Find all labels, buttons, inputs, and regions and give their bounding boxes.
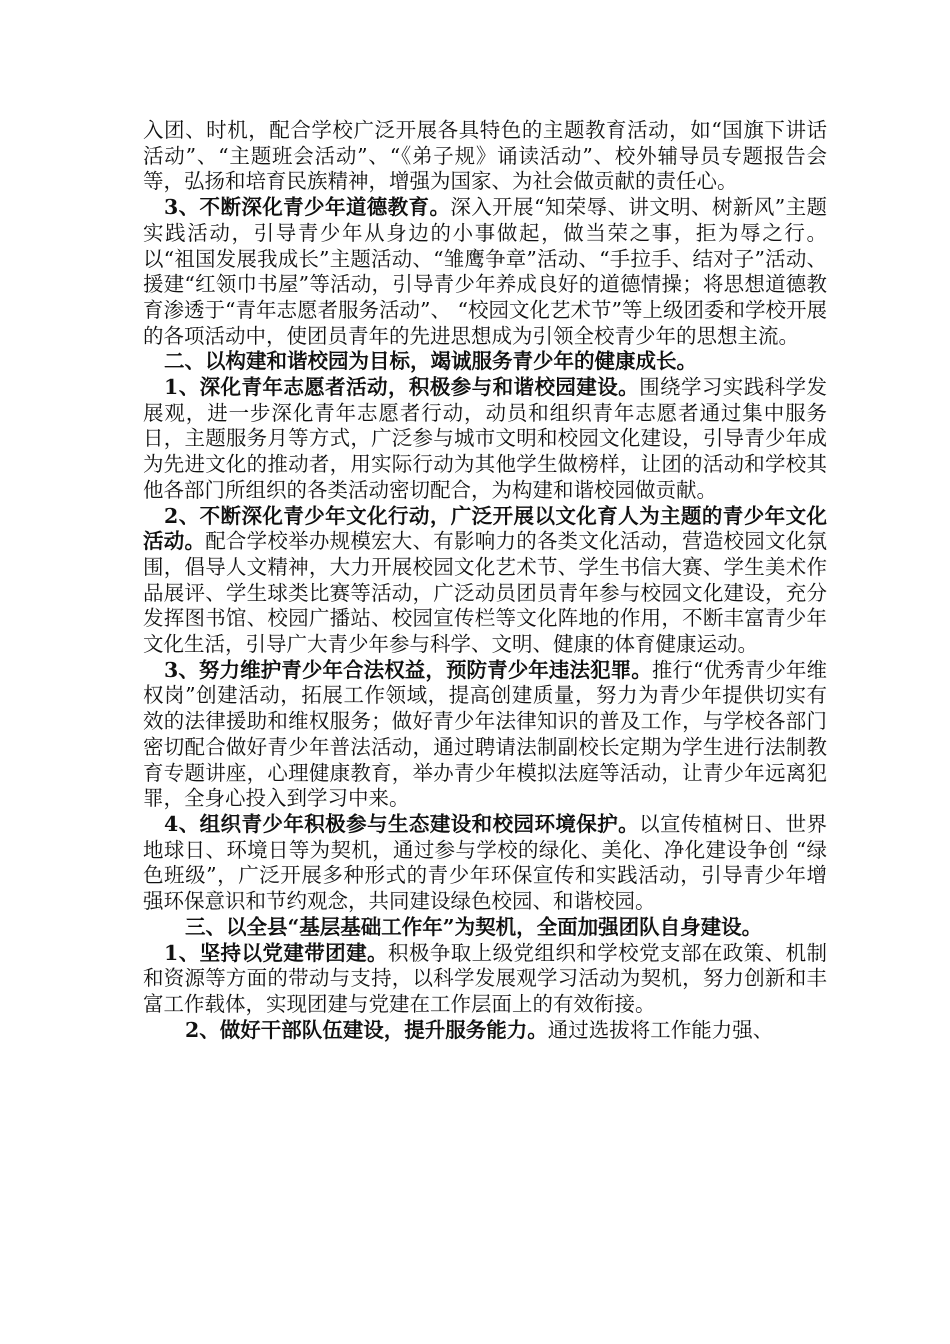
paragraph-lead: 1、坚持以党建带团建。 (164, 940, 388, 965)
paragraph-text: 入团、时机，配合学校广泛开展各具特色的主题教育活动，如“国旗下讲话活动”、“主题班会活动”、“《弟子规》诵读活动”、校外辅导员专题报告会等，弘扬和培育民族精神，增强为国家、为社会做贡献的责任心。 (143, 118, 827, 194)
paragraph-text: 配合学校举办规模宏大、有影响力的各类文化活动，营造校园文化氛围，倡导人文精神，大力开展校园文化艺术节、学生书信大赛、学生美术作品展评、学生球类比赛等活动，广泛动员团员青年参与校园文化建设，充分发挥图书馆、校园广播站、校园宣传栏等文化阵地的作用，不断丰富青少年文化生活，引导广大青少年参与科学、文明、健康的体育健康运动。 (143, 529, 827, 657)
paragraph-environment (143, 812, 827, 915)
paragraph-text: 深入开展“知荣辱、讲文明、树新风”主题实践活动，引导青少年从身边的小事做起，做当荣之事，拒为辱之行。以“祖国发展我成长”主题活动、“雏鹰争章”活动、“手拉手、结对子”活动、援建“红领巾书屋”等活动，引导青少年养成良好的道德情操；将思想道德教育渗透于“青年志愿者服务活动”、 “校园文化艺术节”等上级团委和学校开展的各项活动中，使团员青年的先进思想成为引领全校青少年的思想主流。 (143, 195, 827, 348)
paragraph-volunteer (143, 375, 827, 504)
paragraph-lead: 3、努力维护青少年合法权益，预防青少年违法犯罪。 (164, 657, 652, 682)
paragraph-intro (143, 118, 827, 195)
paragraph-lead: 3、不断深化青少年道德教育。 (164, 195, 451, 220)
document-page (143, 118, 827, 1043)
paragraph-cadre (143, 1018, 827, 1044)
paragraph-lead: 2、做好干部队伍建设，提升服务能力。 (185, 1017, 548, 1042)
paragraph-text: 推行“优秀青少年维权岗”创建活动，拓展工作领域，提高创建质量，努力为青少年提供切实有效的法律援助和维权服务；做好青少年法律知识的普及工作，与学校各部门密切配合做好青少年普法活动，通过聘请法制副校长定期为学生进行法制教育专题讲座，心理健康教育，举办青少年模拟法庭等活动，让青少年远离犯罪，全身心投入到学习中来。 (143, 657, 827, 811)
paragraph-lead: 4、组织青少年积极参与生态建设和校园环境保护。 (164, 811, 640, 836)
section-heading-two: 二、以构建和谐校园为目标，竭诚服务青少年的健康成长。 (164, 349, 697, 374)
paragraph-lead: 2、不断深化青少年文化行动，广泛开展以文化育人为主题的青少年文化活动。 (143, 503, 827, 554)
paragraph-text: 积极争取上级党组织和学校党支部在政策、机制和资源等方面的带动与支持，以科学发展观学习活动为契机，努力创新和丰富工作载体，实现团建与党建在工作层面上的有效衔接。 (143, 940, 828, 1016)
paragraph-culture (143, 504, 827, 658)
paragraph-party-building (143, 941, 827, 1018)
paragraph-text: 以宣传植树日、世界地球日、环境日等为契机，通过参与学校的绿化、美化、净化建设争创 “绿色班级”，广泛开展多种形式的青少年环保宣传和实践活动，引导青少年增强环保意识和节约观念，共同建设绿色校园、和谐校园。 (143, 811, 828, 914)
paragraph-lead: 1、深化青年志愿者活动，积极参与和谐校园建设。 (164, 375, 640, 400)
paragraph-text: 通过选拔将工作能力强、 (547, 1017, 774, 1042)
paragraph-moral-education (143, 195, 827, 349)
paragraph-text: 围绕学习实践科学发展观，进一步深化青年志愿者行动，动员和组织青年志愿者通过集中服务日，主题服务月等方式，广泛参与城市文明和校园文化建设，引导青少年成为先进文化的推动者，用实际行动为其他学生做榜样，让团的活动和学校其他各部门所组织的各类活动密切配合，为构建和谐校园做贡献。 (143, 375, 828, 502)
paragraph-rights (143, 658, 827, 812)
section-heading-three: 三、以全县“基层基础工作年”为契机，全面加强团队自身建设。 (185, 914, 763, 939)
